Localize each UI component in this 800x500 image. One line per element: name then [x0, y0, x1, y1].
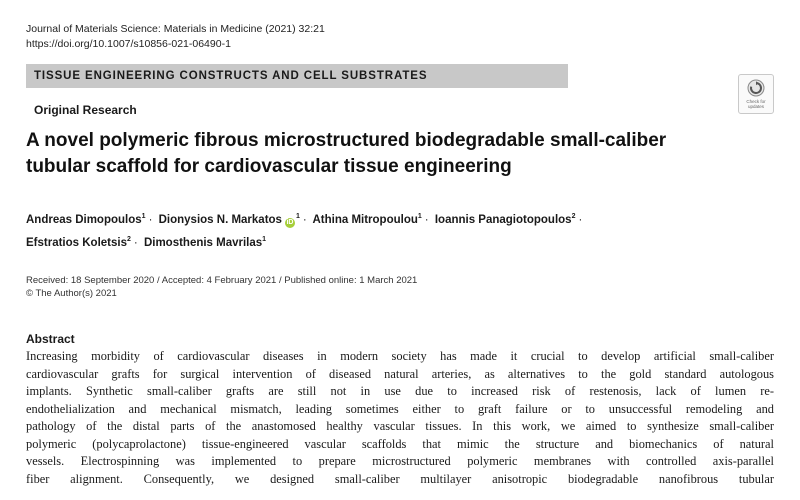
author-affiliation: 2: [126, 235, 131, 243]
author-affiliation: 1: [262, 235, 267, 243]
abstract-line: cardiovascular grafts for surgical intervention of diseased natural arteries, as alternatives to the gold standard autologous: [26, 366, 774, 381]
section-bar: [26, 64, 568, 88]
author-name[interactable]: Dionysios N. Markatos: [158, 213, 282, 226]
doi-link[interactable]: https://doi.org/10.1007/s10856-021-06490-1: [26, 38, 231, 50]
article-title: A novel polymeric fibrous microstructured biodegradable small-caliber tubular scaffold for cardiovascular tissue engineering: [26, 130, 667, 177]
abstract-line: implants. Synthetic small-caliber grafts are still not in use due to increased risk of restenosis, lack of lumen re-: [26, 384, 774, 398]
abstract-line: polymeric (polycaprolactone) tissue-engineered vascular scaffolds that mimic the structure and biomechanics of natural: [26, 436, 774, 451]
author-separator: ·: [302, 213, 307, 226]
abstract-line: pathology of the distal parts of the anastomosed healthy vascular tissues. In this work, we aimed to synthesize small-caliber: [26, 419, 774, 433]
abstract-line: fiber alignment. Consequently, we designed small-caliber multilayer anisotropic biodegradable nanofibrous tubular: [26, 471, 774, 486]
author-separator: ·: [424, 213, 429, 226]
author-list: [26, 207, 746, 253]
author-separator: ·: [133, 236, 138, 249]
author-name[interactable]: Dimosthenis Mavrilas: [143, 236, 263, 249]
author-affiliation: 1: [295, 213, 300, 220]
check-for-updates-badge[interactable]: [738, 74, 774, 114]
author-name[interactable]: Andreas Dimopoulos: [26, 213, 142, 226]
article-type: Original Research: [34, 103, 137, 117]
author-affiliation: 1: [141, 213, 146, 220]
author-affiliation: 1: [417, 213, 422, 220]
author-affiliation: 2: [571, 213, 576, 220]
author-separator: ·: [578, 213, 583, 226]
check-for-updates-icon: [747, 79, 765, 97]
journal-citation: Journal of Materials Science: Materials in Medicine (2021) 32:21: [26, 23, 325, 35]
copyright-notice: © The Author(s) 2021: [26, 288, 117, 299]
abstract-line: vessels. Electrospinning was implemented to prepare microstructured polymeric membranes with controlled axis-parallel: [26, 454, 774, 468]
author-name[interactable]: Efstratios Koletsis: [26, 236, 127, 249]
abstract-heading: Abstract: [26, 332, 75, 346]
badge-label: Check for updates: [746, 99, 766, 109]
abstract-line: Increasing morbidity of cardiovascular diseases in modern society has made it crucial to develop artificial small-caliber: [26, 349, 774, 363]
author-name[interactable]: Ioannis Panagiotopoulos: [434, 213, 572, 226]
publication-dates: [26, 274, 417, 300]
date-history: Received: 18 September 2020 / Accepted: 4 February 2021 / Published online: 1 March 2021: [26, 275, 418, 286]
author-separator: ·: [148, 213, 153, 226]
orcid-icon[interactable]: iD: [286, 218, 294, 226]
section-label: TISSUE ENGINEERING CONSTRUCTS AND CELL SUBSTRATES: [34, 70, 428, 82]
abstract-body: [26, 348, 774, 488]
abstract-line: endothelialization and mechanical mismatch, leading sometimes either to graft failure or to unsuccessful remodeling and: [26, 401, 774, 416]
author-name[interactable]: Athina Mitropoulou: [312, 213, 418, 226]
journal-header: [26, 22, 325, 52]
